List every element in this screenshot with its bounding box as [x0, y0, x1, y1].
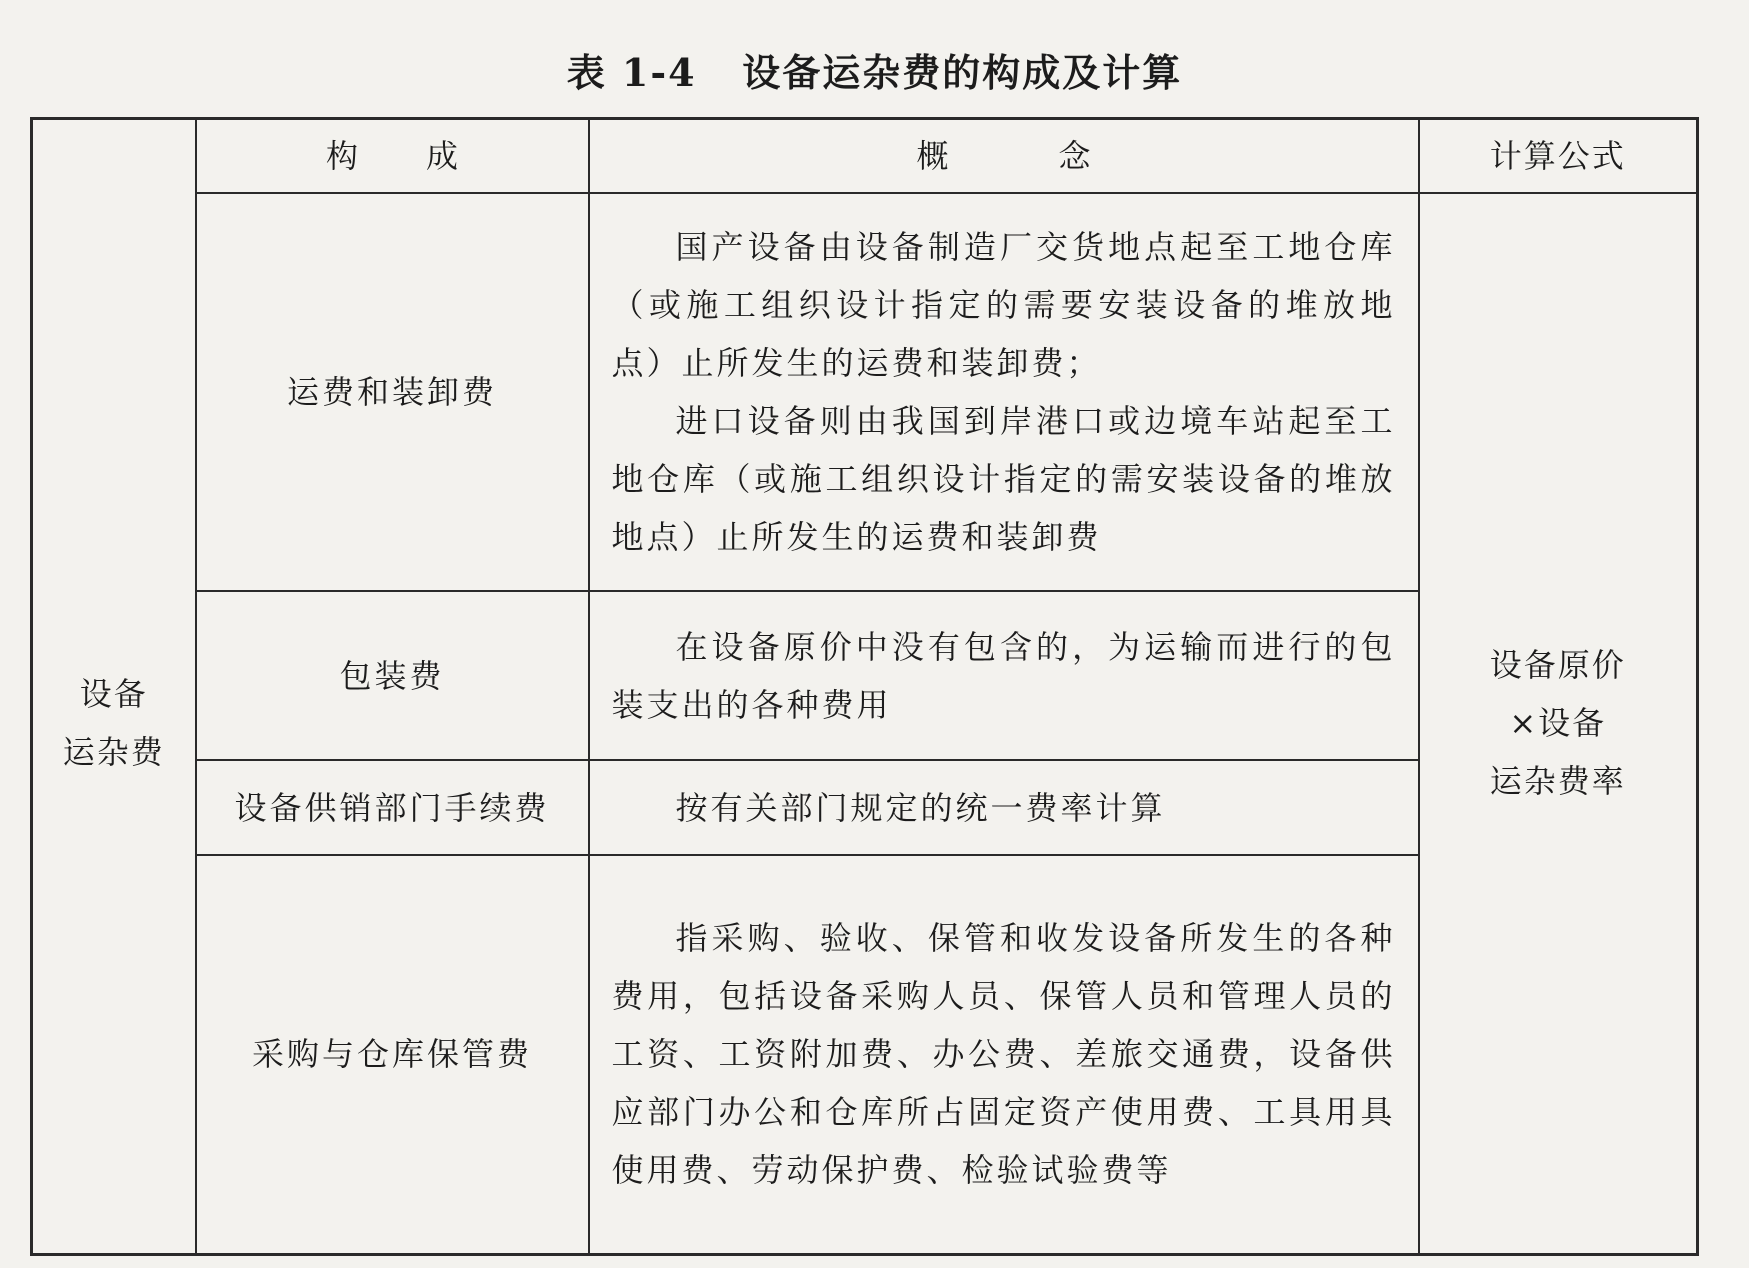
category-line-1: 设备 [79, 675, 148, 714]
component-packaging: 包装费 [196, 591, 589, 760]
cost-composition-table [30, 117, 1699, 1256]
formula-line-1: 设备原价 [1489, 646, 1626, 685]
component-procurement-storage: 采购与仓库保管费 [196, 855, 589, 1254]
component-handling-fee: 设备供销部门手续费 [196, 760, 589, 855]
formula-line-3: 运杂费率 [1489, 762, 1626, 801]
table-title: 表 1-4 设备运杂费的构成及计算 [566, 50, 1183, 95]
concept-packaging [589, 591, 1419, 760]
component-freight-loading: 运费和装卸费 [196, 193, 589, 591]
category-cell [32, 193, 196, 1254]
formula-cell [1419, 193, 1698, 1254]
formula-line-2: ×设备 [1509, 704, 1607, 743]
header-composition: 构成 [196, 119, 589, 194]
concept-paragraph: 在设备原价中没有包含的，为运输而进行的包装支出的各种费用 [611, 627, 1396, 724]
concept-paragraph: 按有关部门规定的统一费率计算 [675, 788, 1166, 827]
category-line-2: 运杂费 [62, 733, 165, 772]
header-empty-cell [32, 119, 196, 194]
concept-paragraph: 指采购、验收、保管和收发设备所发生的各种费用，包括设备采购人员、保管人员和管理人员的工资、工资附加费、办公费、差旅交通费，设备供应部门办公和仓库所占固定资产使用费、工具用具使用费、劳动保护费、检验试验费等 [611, 919, 1396, 1190]
header-concept: 概念 [589, 119, 1419, 194]
table-row [32, 193, 1698, 591]
header-formula: 计算公式 [1419, 119, 1698, 194]
concept-paragraph: 国产设备由设备制造厂交货地点起至工地仓库（或施工组织设计指定的需要安装设备的堆放地点）止所发生的运费和装卸费； [611, 228, 1396, 382]
table-header-row [32, 119, 1698, 194]
concept-procurement-storage [589, 855, 1419, 1254]
concept-paragraph: 进口设备则由我国到岸港口或边境车站起至工地仓库（或施工组织设计指定的需安装设备的堆放地点）止所发生的运费和装卸费 [611, 402, 1396, 556]
concept-handling-fee [589, 760, 1419, 855]
concept-freight-loading [589, 193, 1419, 591]
